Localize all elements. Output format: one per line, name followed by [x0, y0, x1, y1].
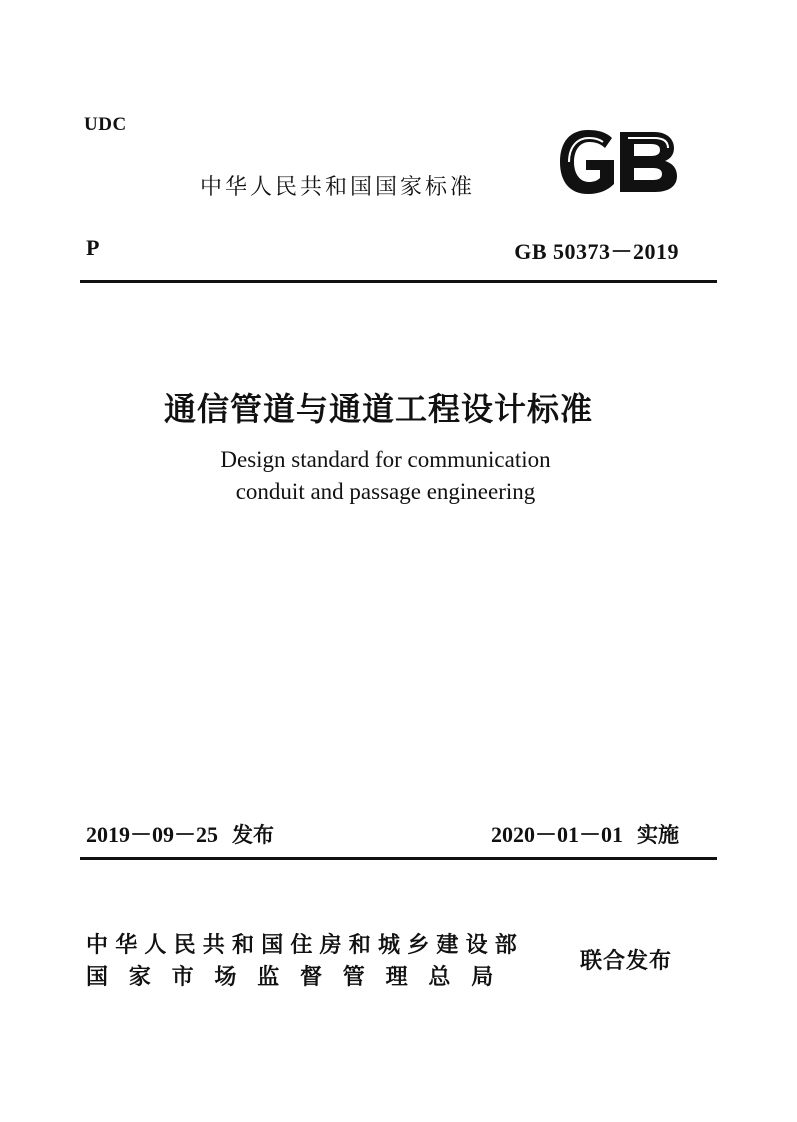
bottom-divider — [80, 857, 717, 860]
category-code: P — [86, 235, 100, 260]
udc-label: UDC — [84, 114, 127, 135]
implementation-label: 实施 — [637, 823, 679, 847]
issue-date-block — [86, 818, 274, 849]
issue-date: 2019－09－25 — [86, 822, 219, 847]
issuer-line-2: 国家市场监督管理总局 — [86, 965, 515, 990]
issuer-line-1: 中华人民共和国住房和城乡建设部 — [86, 933, 525, 958]
standard-number: GB 50373－2019 — [514, 239, 679, 264]
title-english-block — [0, 444, 797, 508]
title-english-line1: Design standard for communication — [220, 447, 551, 472]
implementation-date-block — [491, 818, 679, 849]
title-chinese: 通信管道与通道工程设计标准 — [163, 390, 593, 428]
issue-label: 发布 — [232, 823, 275, 847]
national-standard-label: 中华人民共和国国家标准 — [200, 175, 476, 200]
gb-logo-icon — [556, 128, 680, 196]
title-chinese-block — [0, 384, 797, 430]
joint-issue-label: 联合发布 — [580, 949, 673, 974]
title-english-line2: conduit and passage engineering — [235, 479, 536, 504]
issuers-block — [86, 930, 524, 994]
implementation-date: 2020－01－01 — [490, 822, 623, 847]
top-divider — [80, 280, 717, 283]
